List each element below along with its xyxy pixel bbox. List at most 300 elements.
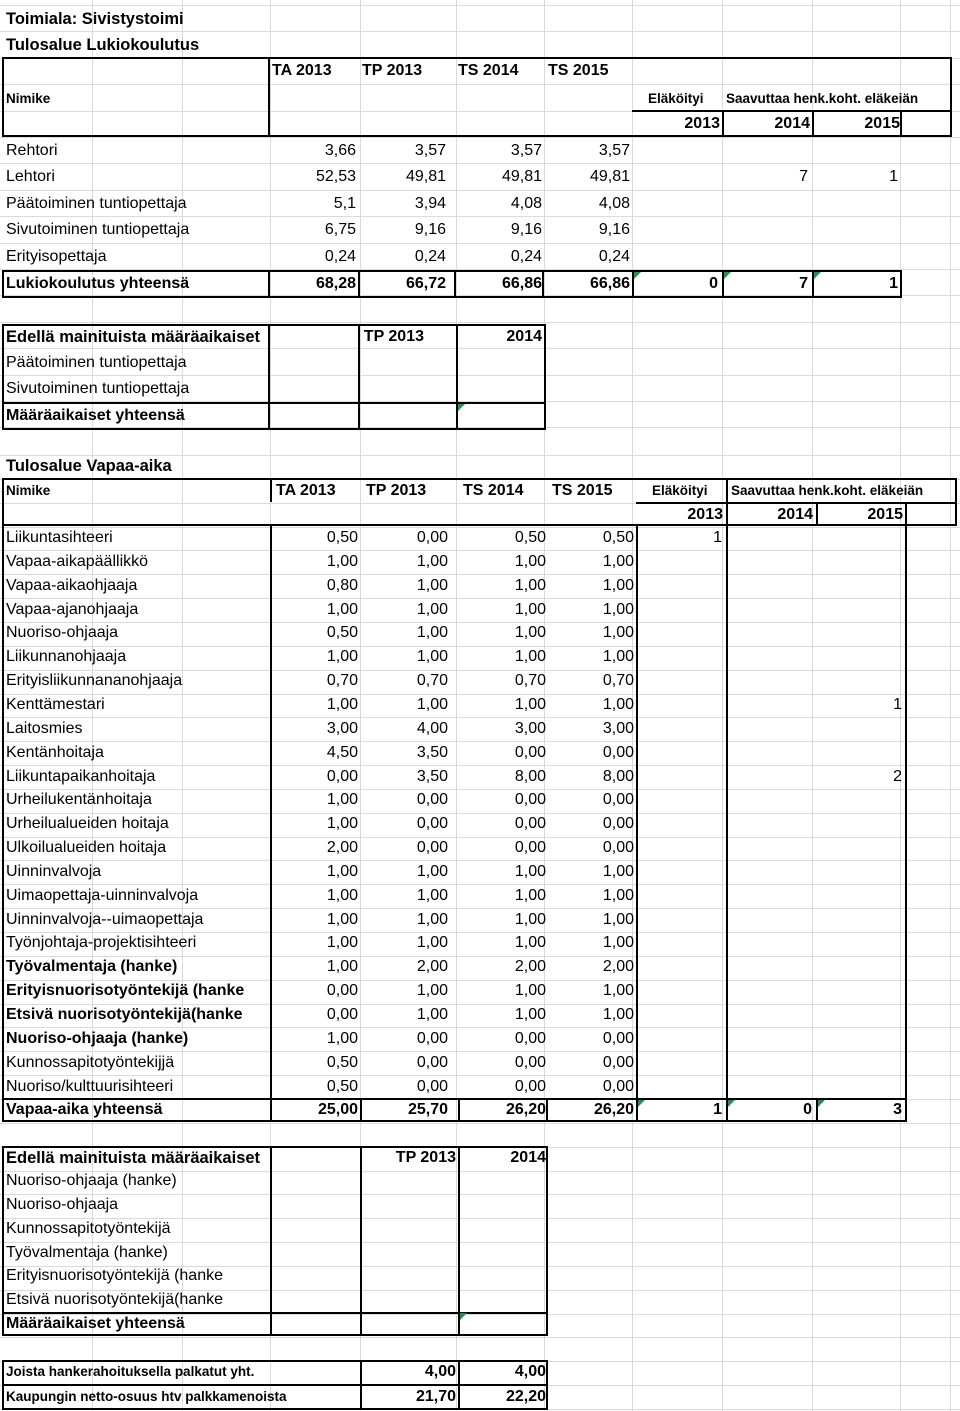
data-cell: 3,94 xyxy=(414,195,446,212)
column-header: TA 2013 xyxy=(276,482,336,499)
eläke-cell xyxy=(636,599,722,621)
row-label: Liikunnanohjaaja xyxy=(6,648,127,665)
gridline xyxy=(0,137,960,138)
data-cell: 0,00 xyxy=(602,1078,634,1095)
data-cell: 1,00 xyxy=(326,648,358,665)
data-cell: 49,81 xyxy=(405,168,446,185)
elakoityi-header: Eläköityi xyxy=(648,91,704,106)
total-cell: 26,20 xyxy=(593,1101,634,1118)
nimike-header: Nimike xyxy=(6,91,51,106)
eläke-cell xyxy=(632,246,718,268)
data-cell: 1,00 xyxy=(514,982,546,999)
data-cell: 1,00 xyxy=(514,1006,546,1023)
column-header: TA 2013 xyxy=(272,62,332,79)
total-cell: 66,86 xyxy=(589,275,630,292)
data-cell: 1,00 xyxy=(602,696,634,713)
data-cell: 0,24 xyxy=(598,248,630,265)
vapaa.maara.rows.3.v.1 xyxy=(360,1242,456,1264)
border-line xyxy=(454,270,456,298)
data-cell: 0,50 xyxy=(326,624,358,641)
row-label: Nuoriso-ohjaaja xyxy=(6,1196,119,1213)
vapaa.maara.rows.1.v.1 xyxy=(360,1194,456,1216)
eläke-cell xyxy=(816,1052,902,1074)
border-line xyxy=(270,478,272,502)
saavuttaa-header: Saavuttaa henk.koht. eläkeiän xyxy=(731,483,924,498)
vapaa.maara.rows.0.v.2 xyxy=(458,1170,546,1192)
eläke-cell xyxy=(636,956,722,978)
year-header: 2014 xyxy=(774,115,810,132)
data-cell: 1,00 xyxy=(602,601,634,618)
row-label: Vapaa-ajanohjaaja xyxy=(6,601,139,618)
eläke-cell xyxy=(636,622,722,644)
border-line xyxy=(632,110,952,112)
border-line xyxy=(268,270,270,298)
eläke-cell xyxy=(722,246,808,268)
comment-indicator-icon[interactable] xyxy=(458,404,465,411)
data-cell: 1,00 xyxy=(514,934,546,951)
data-cell: 0,00 xyxy=(602,1030,634,1047)
eläke-cell xyxy=(816,1076,902,1098)
eläke-cell xyxy=(726,932,812,954)
border-line xyxy=(2,526,4,1098)
data-cell: 0,00 xyxy=(326,768,358,785)
eläke-cell xyxy=(816,932,902,954)
eläke-cell xyxy=(816,1028,902,1050)
data-cell: 3,57 xyxy=(414,142,446,159)
row-label: Sivutoiminen tuntiopettaja xyxy=(6,380,190,397)
data-cell: 0,70 xyxy=(326,672,358,689)
year-header: 2013 xyxy=(687,506,723,523)
eläke-cell xyxy=(816,551,902,573)
lukio.maara.rows.0.v.2 xyxy=(456,352,542,374)
eläke-cell xyxy=(726,1028,812,1050)
comment-indicator-icon[interactable] xyxy=(724,272,731,279)
eläke-cell xyxy=(636,1076,722,1098)
eläke-cell xyxy=(816,622,902,644)
row-label: Urheilukentänhoitaja xyxy=(6,791,152,808)
comment-indicator-icon[interactable] xyxy=(728,1100,735,1107)
total-label: Määräaikaiset yhteensä xyxy=(6,407,185,424)
eläke-cell xyxy=(726,980,812,1002)
eläke-cell xyxy=(726,909,812,931)
data-cell: 0,00 xyxy=(602,839,634,856)
row-label: Rehtori xyxy=(6,142,58,159)
data-cell: 4,00 xyxy=(416,720,448,737)
vapaa.maara.rows.2.v.1 xyxy=(360,1218,456,1240)
row-label: Laitosmies xyxy=(6,720,83,737)
data-cell: 2,00 xyxy=(514,958,546,975)
vapaa.maara.total.v.1 xyxy=(360,1313,456,1335)
data-cell: 1,00 xyxy=(602,624,634,641)
column-header: TP 2013 xyxy=(362,62,423,79)
data-cell: 1,00 xyxy=(326,911,358,928)
data-cell: 1,00 xyxy=(602,577,634,594)
eläke-cell xyxy=(816,813,902,835)
eläke-cell xyxy=(726,622,812,644)
row-label: Päätoiminen tuntiopettaja xyxy=(6,195,187,212)
data-cell: 0,00 xyxy=(326,1006,358,1023)
data-cell: 0,00 xyxy=(602,744,634,761)
data-cell: 0,00 xyxy=(416,1030,448,1047)
eläke-cell xyxy=(726,551,812,573)
comment-indicator-icon[interactable] xyxy=(634,272,641,279)
row-label: Kentänhoitaja xyxy=(6,744,104,761)
data-cell: 0,00 xyxy=(602,815,634,832)
eläke-cell xyxy=(816,861,902,883)
eläke-cell xyxy=(726,885,812,907)
column-header: TS 2014 xyxy=(458,62,519,79)
comment-indicator-icon[interactable] xyxy=(814,272,821,279)
eläke-cell xyxy=(722,219,808,241)
eläke-cell xyxy=(636,932,722,954)
total-cell: 68,28 xyxy=(315,275,356,292)
data-cell: 1,00 xyxy=(416,934,448,951)
data-cell: 1,00 xyxy=(514,887,546,904)
eläke-cell: 7 xyxy=(799,168,808,185)
row-label: Nuoriso-ohjaaja (hanke) xyxy=(6,1172,177,1189)
gridline xyxy=(0,243,960,244)
column-header: TS 2014 xyxy=(463,482,524,499)
column-header: TP 2013 xyxy=(366,482,427,499)
row-label: Sivutoiminen tuntiopettaja xyxy=(6,221,190,238)
border-line xyxy=(900,110,902,137)
data-cell: 0,00 xyxy=(416,1054,448,1071)
eläke-cell xyxy=(812,140,898,162)
column-header: TP 2013 xyxy=(363,328,424,345)
row-label: Työvalmentaja (hanke) xyxy=(6,1244,168,1261)
eläke-cell xyxy=(726,646,812,668)
border-line xyxy=(458,1098,460,1122)
data-cell: 0,00 xyxy=(416,1078,448,1095)
total-cell: 66,86 xyxy=(501,275,542,292)
data-cell: 0,00 xyxy=(602,1054,634,1071)
total-label: Määräaikaiset yhteensä xyxy=(6,1315,185,1332)
data-cell: 0,24 xyxy=(324,248,356,265)
eläke-cell xyxy=(726,742,812,764)
data-cell: 1,00 xyxy=(602,982,634,999)
data-cell: 1,00 xyxy=(326,553,358,570)
vapaa.maara.rows.1.v.0 xyxy=(272,1194,358,1216)
eläke-cell xyxy=(636,694,722,716)
data-cell: 0,00 xyxy=(514,839,546,856)
data-cell: 1,00 xyxy=(326,601,358,618)
comment-indicator-icon[interactable] xyxy=(818,1100,825,1107)
data-cell: 1,00 xyxy=(514,648,546,665)
eläke-cell xyxy=(632,166,718,188)
year-header: 2013 xyxy=(684,115,720,132)
data-cell: 1,00 xyxy=(326,696,358,713)
eläke-cell: 1 xyxy=(893,696,902,713)
data-cell: 0,00 xyxy=(514,1030,546,1047)
eläke-cell xyxy=(816,837,902,859)
lukio.maara.rows.0.v.0 xyxy=(270,352,356,374)
data-cell: 1,00 xyxy=(602,863,634,880)
data-cell: 3,66 xyxy=(324,142,356,159)
row-label: Vapaa-aikapäällikkö xyxy=(6,553,149,570)
data-cell: 4,50 xyxy=(326,744,358,761)
row-label: Erityisnuorisotyöntekijä (hanke xyxy=(6,1267,223,1284)
data-cell: 8,00 xyxy=(514,768,546,785)
data-cell: 2,00 xyxy=(602,958,634,975)
eläke-cell xyxy=(636,551,722,573)
comment-indicator-icon[interactable] xyxy=(638,1100,645,1107)
lukio.maara.rows.0.v.1 xyxy=(358,352,454,374)
total-cell: 25,70 xyxy=(407,1101,448,1118)
data-cell: 0,00 xyxy=(326,982,358,999)
lukio.maara.rows.1.v.2 xyxy=(456,378,542,400)
eläke-cell xyxy=(636,1004,722,1026)
data-cell: 2,00 xyxy=(416,958,448,975)
data-cell: 0,00 xyxy=(416,815,448,832)
data-cell: 5,1 xyxy=(333,195,356,212)
lukio.maara.rows.1.v.1 xyxy=(358,378,454,400)
vapaa.maara.rows.4.v.1 xyxy=(360,1265,456,1287)
hanke-cell: 4,00 xyxy=(424,1363,456,1380)
comment-indicator-icon[interactable] xyxy=(460,1313,467,1320)
vapaa.maara.rows.5.v.0 xyxy=(272,1289,358,1311)
eläke-cell xyxy=(816,599,902,621)
eläke-cell xyxy=(632,140,718,162)
eläke-cell xyxy=(816,980,902,1002)
vapaa.maara.total.v.0 xyxy=(272,1313,358,1335)
data-cell: 1,00 xyxy=(416,1006,448,1023)
gridline xyxy=(0,1337,960,1338)
eläke-cell xyxy=(726,718,812,740)
row-label: Kunnossapitotyöntekijä xyxy=(6,1220,171,1237)
eläke-cell xyxy=(816,670,902,692)
border-line xyxy=(636,526,638,1098)
data-cell: 1,00 xyxy=(416,887,448,904)
vapaa.maara.rows.0.v.0 xyxy=(272,1170,358,1192)
eläke-cell: 1 xyxy=(889,168,898,185)
row-label: Ulkoilualueiden hoitaja xyxy=(6,839,167,856)
data-cell: 1,00 xyxy=(602,887,634,904)
row-label: Nuoriso/kulttuurisihteeri xyxy=(6,1078,174,1095)
eläke-cell xyxy=(722,193,808,215)
data-cell: 0,50 xyxy=(514,529,546,546)
border-line xyxy=(360,1098,362,1122)
column-header: TS 2015 xyxy=(552,482,613,499)
data-cell: 3,57 xyxy=(598,142,630,159)
row-label: Nuoriso-ohjaaja xyxy=(6,624,119,641)
tulosalue-heading: Tulosalue Vapaa-aika xyxy=(6,457,172,475)
data-cell: 1,00 xyxy=(326,863,358,880)
data-cell: 3,50 xyxy=(416,744,448,761)
eläke-cell xyxy=(726,527,812,549)
row-label: Etsivä nuorisotyöntekijä(hanke xyxy=(6,1291,224,1308)
data-cell: 1,00 xyxy=(416,696,448,713)
total-cell: 7 xyxy=(799,275,808,292)
data-cell: 1,00 xyxy=(514,553,546,570)
data-cell: 1,00 xyxy=(416,601,448,618)
data-cell: 1,00 xyxy=(514,696,546,713)
hanke-label: Joista hankerahoituksella palkatut yht. xyxy=(6,1364,255,1379)
netto-label: Kaupungin netto-osuus htv palkkamenoista xyxy=(6,1389,287,1404)
lukio.maara.rows.1.v.0 xyxy=(270,378,356,400)
data-cell: 0,80 xyxy=(326,577,358,594)
eläke-cell xyxy=(636,813,722,835)
total-cell: 66,72 xyxy=(405,275,446,292)
data-cell: 3,00 xyxy=(514,720,546,737)
data-cell: 0,00 xyxy=(416,529,448,546)
data-cell: 1,00 xyxy=(326,815,358,832)
data-cell: 1,00 xyxy=(416,863,448,880)
data-cell: 1,00 xyxy=(602,648,634,665)
eläke-cell xyxy=(636,646,722,668)
eläke-cell xyxy=(816,718,902,740)
eläke-cell xyxy=(816,909,902,931)
data-cell: 0,00 xyxy=(514,791,546,808)
vapaa.maara.rows.0.v.1 xyxy=(360,1170,456,1192)
row-label: Kenttämestari xyxy=(6,696,105,713)
row-label: Vapaa-aikaohjaaja xyxy=(6,577,138,594)
row-label: Liikuntasihteeri xyxy=(6,529,113,546)
data-cell: 1,00 xyxy=(326,958,358,975)
data-cell: 52,53 xyxy=(315,168,356,185)
row-label: Uimaopettaja-uinninvalvoja xyxy=(6,887,199,904)
eläke-cell xyxy=(636,1052,722,1074)
data-cell: 0,24 xyxy=(510,248,542,265)
gridline xyxy=(950,0,951,1411)
lukio.maara.total.v.2 xyxy=(456,405,542,427)
toimiala-heading: Toimiala: Sivistystoimi xyxy=(6,10,184,28)
data-cell: 0,00 xyxy=(514,1054,546,1071)
eläke-cell xyxy=(726,1004,812,1026)
eläke-cell xyxy=(636,766,722,788)
data-cell: 1,00 xyxy=(326,934,358,951)
data-cell: 1,00 xyxy=(326,887,358,904)
total-cell: 0 xyxy=(709,275,718,292)
vapaa.maara.rows.5.v.2 xyxy=(458,1289,546,1311)
data-cell: 0,70 xyxy=(416,672,448,689)
data-cell: 0,50 xyxy=(326,1078,358,1095)
nimike-header: Nimike xyxy=(6,483,51,498)
border-line xyxy=(270,1098,272,1122)
row-label: Nuoriso-ohjaaja (hanke) xyxy=(6,1030,189,1047)
column-header: 2014 xyxy=(510,1149,546,1166)
gridline xyxy=(0,216,960,217)
border-line xyxy=(726,526,728,1098)
vapaa.maara.rows.5.v.1 xyxy=(360,1289,456,1311)
data-cell: 3,57 xyxy=(510,142,542,159)
saavuttaa-header: Saavuttaa henk.koht. eläkeiän xyxy=(726,91,919,106)
year-header: 2015 xyxy=(867,506,903,523)
maaraaikaiset-title: Edellä mainituista määräaikaiset xyxy=(6,1149,261,1167)
eläke-cell xyxy=(636,742,722,764)
data-cell: 9,16 xyxy=(414,221,446,238)
border-line xyxy=(268,57,270,137)
eläke-cell xyxy=(726,694,812,716)
gridline xyxy=(0,31,960,32)
tulosalue-heading: Tulosalue Lukiokoulutus xyxy=(6,36,200,54)
data-cell: 0,00 xyxy=(514,1078,546,1095)
data-cell: 49,81 xyxy=(501,168,542,185)
data-cell: 9,16 xyxy=(510,221,542,238)
data-cell: 1,00 xyxy=(514,911,546,928)
eläke-cell xyxy=(726,813,812,835)
data-cell: 3,50 xyxy=(416,768,448,785)
hanke-cell: 4,00 xyxy=(514,1363,546,1380)
row-label: Erityisliikunnananohjaaja xyxy=(6,672,183,689)
border-line xyxy=(546,1098,548,1122)
eläke-cell xyxy=(726,1076,812,1098)
border-line xyxy=(270,526,272,1098)
eläke-cell xyxy=(816,956,902,978)
eläke-cell xyxy=(636,1028,722,1050)
eläke-cell xyxy=(812,219,898,241)
eläke-cell xyxy=(636,789,722,811)
netto-cell: 22,20 xyxy=(505,1388,546,1405)
data-cell: 0,50 xyxy=(326,529,358,546)
data-cell: 1,00 xyxy=(602,1006,634,1023)
data-cell: 1,00 xyxy=(326,1030,358,1047)
gridline xyxy=(0,190,960,191)
row-label: Uinninvalvoja--uimaopettaja xyxy=(6,911,204,928)
data-cell: 0,50 xyxy=(602,529,634,546)
data-cell: 1,00 xyxy=(416,624,448,641)
total-cell: 3 xyxy=(893,1101,902,1118)
eläke-cell xyxy=(722,140,808,162)
data-cell: 0,00 xyxy=(514,815,546,832)
column-header: TS 2015 xyxy=(548,62,609,79)
row-label: Erityisopettaja xyxy=(6,248,107,265)
row-label: Erityisnuorisotyöntekijä (hanke xyxy=(6,982,245,999)
eläke-cell xyxy=(632,193,718,215)
eläke-cell xyxy=(726,837,812,859)
total-cell: 1 xyxy=(713,1101,722,1118)
data-cell: 8,00 xyxy=(602,768,634,785)
eläke-cell xyxy=(816,527,902,549)
data-cell: 49,81 xyxy=(589,168,630,185)
data-cell: 1,00 xyxy=(514,577,546,594)
year-header: 2014 xyxy=(777,506,813,523)
eläke-cell xyxy=(632,219,718,241)
eläke-cell xyxy=(816,575,902,597)
eläke-cell xyxy=(636,885,722,907)
eläke-cell: 1 xyxy=(713,529,722,546)
eläke-cell xyxy=(816,789,902,811)
eläke-cell xyxy=(636,909,722,931)
row-label: Uinninvalvoja xyxy=(6,863,102,880)
row-label: Päätoiminen tuntiopettaja xyxy=(6,354,187,371)
eläke-cell xyxy=(636,575,722,597)
vapaa.maara.rows.2.v.0 xyxy=(272,1218,358,1240)
column-header: TP 2013 xyxy=(395,1149,456,1166)
eläke-cell xyxy=(816,646,902,668)
eläke-cell xyxy=(726,575,812,597)
eläke-cell xyxy=(726,1052,812,1074)
data-cell: 1,00 xyxy=(416,648,448,665)
eläke-cell xyxy=(726,789,812,811)
data-cell: 0,24 xyxy=(414,248,446,265)
data-cell: 1,00 xyxy=(416,553,448,570)
gridline xyxy=(0,5,960,6)
vapaa.maara.rows.4.v.0 xyxy=(272,1265,358,1287)
data-cell: 2,00 xyxy=(326,839,358,856)
vapaa.maara.total.v.2 xyxy=(458,1313,546,1335)
eläke-cell xyxy=(636,861,722,883)
border-line xyxy=(905,526,907,1098)
eläke-cell xyxy=(812,246,898,268)
data-cell: 1,00 xyxy=(602,934,634,951)
vapaa.maara.rows.2.v.2 xyxy=(458,1218,546,1240)
data-cell: 0,70 xyxy=(514,672,546,689)
data-cell: 1,00 xyxy=(602,911,634,928)
eläke-cell xyxy=(816,1004,902,1026)
data-cell: 0,00 xyxy=(416,791,448,808)
total-cell: 0 xyxy=(803,1101,812,1118)
data-cell: 4,08 xyxy=(598,195,630,212)
